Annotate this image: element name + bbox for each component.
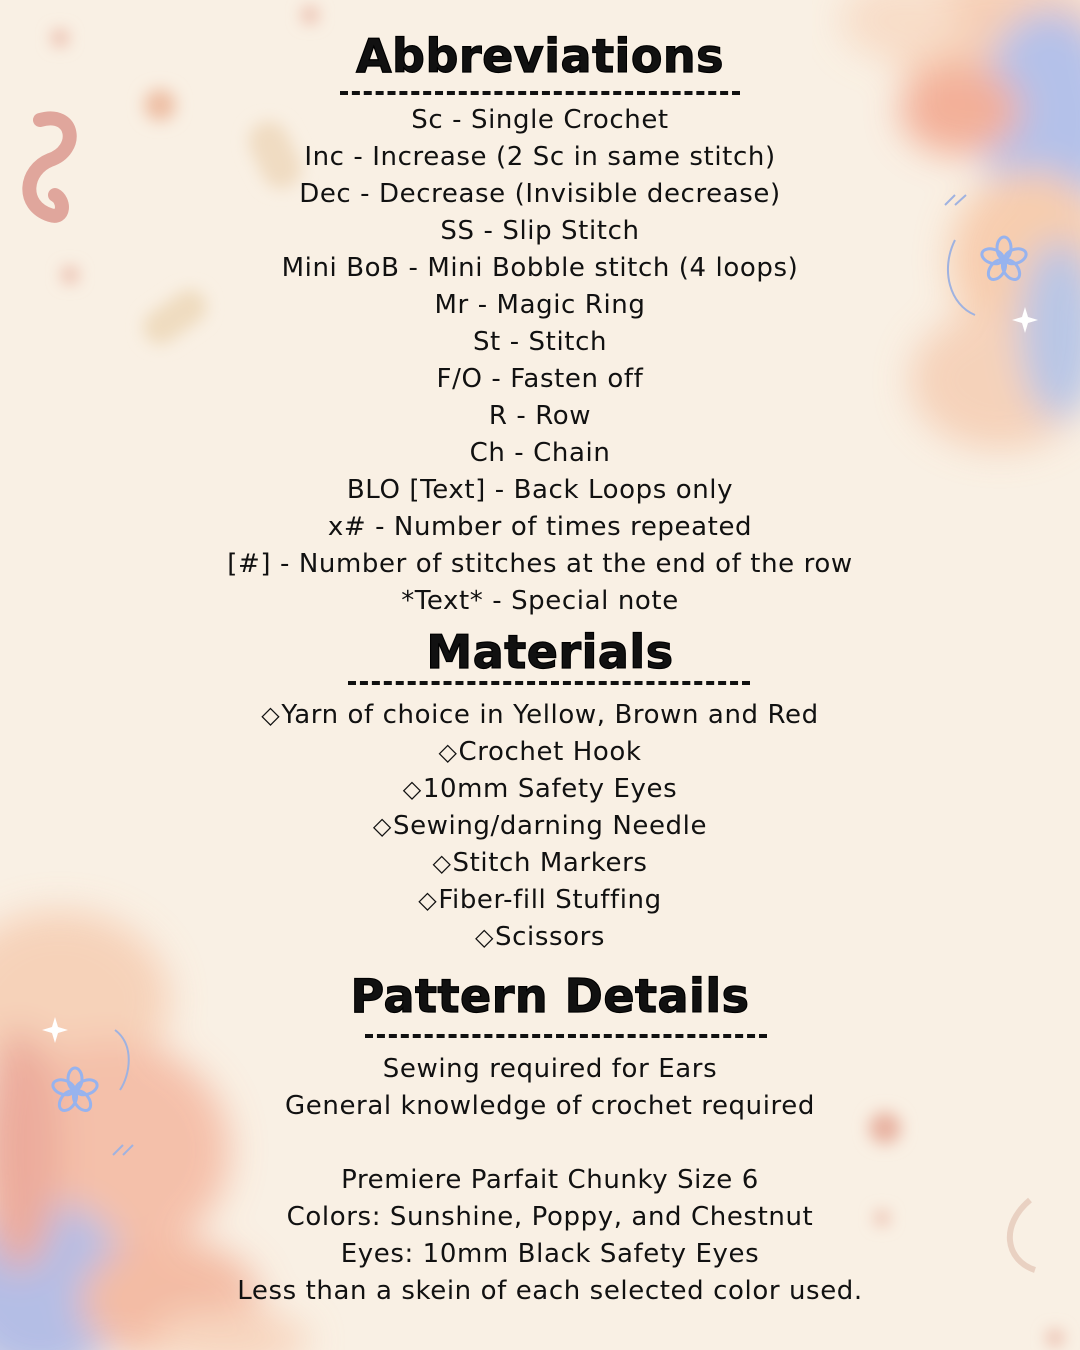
list-item: Dec - Decrease (Invisible decrease): [299, 179, 781, 209]
list-item: Eyes: 10mm Black Safety Eyes: [340, 1239, 760, 1269]
list-item: BLO [Text] - Back Loops only: [346, 475, 734, 505]
list-item: [#] - Number of stitches at the end of the row: [227, 549, 853, 579]
pattern-details-heading: Pattern Details: [350, 969, 750, 1023]
list-item: Less than a skein of each selected color used.: [237, 1276, 863, 1306]
materials-heading: Materials: [426, 625, 674, 679]
diamond-bullet-icon: ◇: [418, 886, 438, 914]
list-item: St - Stitch: [472, 327, 608, 357]
list-item: Sewing required for Ears: [382, 1054, 718, 1084]
abbreviations-divider: [340, 91, 740, 95]
pattern-details-divider: [365, 1034, 767, 1038]
list-item: [0, 882, 1080, 919]
diamond-bullet-icon: ◇: [402, 775, 422, 803]
material-label: Stitch Markers: [452, 848, 648, 878]
list-item: Colors: Sunshine, Poppy, and Chestnut: [286, 1202, 814, 1232]
diamond-bullet-icon: ◇: [438, 738, 458, 766]
list-item: [0, 697, 1080, 734]
material-label: Crochet Hook: [458, 737, 642, 767]
material-label: Scissors: [495, 922, 606, 952]
material-label: 10mm Safety Eyes: [422, 774, 678, 804]
abbreviations-list: [0, 102, 1080, 620]
list-item: [0, 808, 1080, 845]
diamond-bullet-icon: ◇: [432, 849, 452, 877]
abbreviations-heading: Abbreviations: [355, 29, 725, 83]
list-item: Mini BoB - Mini Bobble stitch (4 loops): [281, 253, 799, 283]
material-label: Fiber-fill Stuffing: [438, 885, 662, 915]
list-item: x# - Number of times repeated: [327, 512, 753, 542]
list-item: Inc - Increase (2 Sc in same stitch): [304, 142, 776, 172]
material-label: Sewing/darning Needle: [392, 811, 708, 841]
materials-divider: [348, 681, 750, 685]
diamond-bullet-icon: ◇: [474, 923, 494, 951]
material-label: Yarn of choice in Yellow, Brown and Red: [281, 700, 819, 730]
list-item: [0, 919, 1080, 956]
list-item: [10, 1125, 1080, 1162]
list-item: F/O - Fasten off: [436, 364, 644, 394]
list-item: Mr - Magic Ring: [434, 290, 646, 320]
diamond-bullet-icon: ◇: [261, 701, 281, 729]
list-item: [0, 734, 1080, 771]
list-item: SS - Slip Stitch: [440, 216, 640, 246]
materials-list: [0, 697, 1080, 956]
list-item: *Text* - Special note: [401, 586, 679, 616]
diamond-bullet-icon: ◇: [372, 812, 392, 840]
list-item: [0, 771, 1080, 808]
list-item: R - Row: [488, 401, 592, 431]
list-item: [0, 845, 1080, 882]
list-item: Sc - Single Crochet: [411, 105, 669, 135]
pattern-details-list: [10, 1051, 1080, 1310]
list-item: Ch - Chain: [469, 438, 611, 468]
list-item: General knowledge of crochet required: [285, 1091, 815, 1121]
list-item: Premiere Parfait Chunky Size 6: [341, 1165, 759, 1195]
